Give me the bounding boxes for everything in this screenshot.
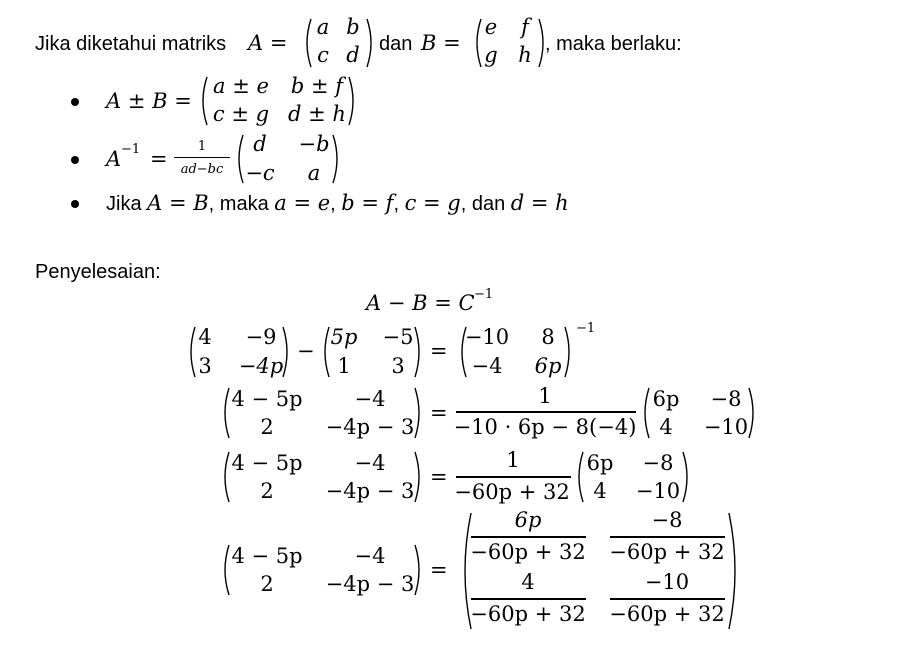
intro-prefix: Jika diketahui matriks (35, 33, 227, 55)
intro-b-cell: e (484, 15, 498, 39)
line1-m2-cell: 1 (337, 354, 351, 378)
line1-m2-right-paren (414, 326, 424, 378)
bullet2-frac-line (174, 157, 230, 158)
bullet3-math: A = B (147, 191, 209, 215)
intro-mid: dan (379, 33, 413, 55)
line2-frac-num: 1 (538, 384, 552, 408)
solution-label: Penyelesaian: (35, 261, 161, 283)
line4-m-right-paren (728, 512, 742, 630)
line2-m-cell: 4 (659, 415, 673, 439)
line3-m-cell: 4 (593, 479, 607, 503)
line3-m-cell: 6p (586, 451, 614, 475)
line3-lhs-cell: 2 (260, 479, 274, 503)
line4-lhs-cell: 2 (260, 572, 274, 596)
bullet3-text: , (330, 193, 342, 215)
intro-b-eq: B = (421, 31, 461, 55)
bullet2-right-paren (332, 134, 342, 184)
line3-frac-den: −60p + 32 (454, 480, 570, 504)
intro-a-cell: d (346, 43, 360, 67)
bullet1-lhs: A ± B = (106, 89, 192, 113)
line4-m-den: −60p + 32 (470, 540, 586, 564)
line4-m-num: 6p (514, 508, 542, 532)
line4-m-den: −60p + 32 (609, 540, 725, 564)
bullet2-cell: −c (245, 161, 275, 185)
line4-m-den: −60p + 32 (609, 602, 725, 626)
line2-lhs-cell: −4 (354, 387, 386, 411)
line2-frac-line (456, 411, 636, 413)
bullet2-lhs-base: A (106, 147, 122, 171)
line3-m-cell: −8 (642, 451, 674, 475)
line3-frac-num: 1 (506, 448, 520, 472)
bullet1-cell: c ± g (212, 102, 270, 126)
bullet2-cell: a (307, 161, 321, 185)
line1-m1-cell: 4 (198, 325, 212, 349)
bullet-dot (71, 156, 79, 164)
bullet2-lhs-exp: −1 (121, 142, 141, 157)
bullet-dot (71, 98, 79, 106)
line1-m1-cell: −4p (238, 354, 284, 378)
line2-eq: = (430, 401, 448, 425)
line4-lhs-cell: 4 − 5p (231, 544, 303, 568)
line1-m1-right-paren (282, 326, 292, 378)
solution-line0-exp: −1 (474, 287, 494, 302)
line2-lhs-cell: −4p − 3 (325, 415, 415, 439)
bullet2-frac-num: 1 (197, 139, 207, 154)
bullet2-eq: = (150, 147, 168, 171)
line1-minus: − (297, 339, 315, 363)
line4-m-frac-line (471, 598, 586, 600)
intro-suffix: , maka berlaku: (545, 33, 682, 55)
line4-lhs-cell: −4p − 3 (325, 572, 415, 596)
line3-lhs-right-paren (414, 451, 424, 503)
line1-m3-cell: −10 (464, 325, 510, 349)
line1-m3-right-paren (564, 326, 574, 378)
line1-m3-cell: 6p (534, 354, 562, 378)
bullet2-cell: −b (298, 132, 330, 156)
bullet2-frac-den: ad−bc (180, 162, 224, 177)
line2-m-cell: 6p (652, 387, 680, 411)
line3-lhs-cell: 4 − 5p (231, 451, 303, 475)
line1-m2-cell: −5 (382, 325, 414, 349)
line2-m-cell: −8 (710, 387, 742, 411)
bullet3-math: a = e (274, 191, 331, 215)
line4-lhs-right-paren (414, 544, 424, 596)
bullet3-math: b = f (341, 191, 394, 215)
line3-m-right-paren (682, 451, 692, 503)
line2-lhs-cell: 4 − 5p (231, 387, 303, 411)
line3-frac-line (456, 476, 571, 478)
line2-m-cell: −10 (703, 415, 749, 439)
line3-m-cell: −10 (635, 479, 681, 503)
line1-exp: −1 (576, 321, 596, 336)
bullet3-text: , (393, 193, 405, 215)
line3-eq: = (430, 465, 448, 489)
intro-b-cell: h (518, 43, 532, 67)
line1-m3-cell: −4 (471, 354, 503, 378)
intro-a-right-paren (366, 18, 376, 68)
line1-m1-cell: 3 (198, 354, 212, 378)
bullet1-cell: d ± h (288, 102, 346, 126)
line1-m2-cell: 3 (391, 354, 405, 378)
bullet3-text: , maka (208, 193, 275, 215)
intro-a-cell: a (316, 15, 330, 39)
bullet3-text: , dan (460, 193, 511, 215)
line2-lhs-right-paren (414, 387, 424, 439)
intro-b-cell: f (521, 15, 529, 39)
line4-m-num: 4 (521, 570, 535, 594)
line4-eq: = (430, 558, 448, 582)
bullet2-cell: d (253, 132, 267, 156)
intro-b-cell: g (484, 43, 498, 67)
line4-m-den: −60p + 32 (470, 602, 586, 626)
line2-lhs-cell: 2 (260, 415, 274, 439)
bullet3-math: c = g (404, 191, 461, 215)
solution-line0-lhs: A − B = C (366, 291, 475, 315)
bullet1-right-paren (348, 76, 358, 126)
bullet1-cell: b ± f (290, 74, 344, 98)
line4-m-frac-line (610, 536, 725, 538)
bullet3-line (106, 193, 569, 214)
line3-lhs-cell: −4p − 3 (325, 479, 415, 503)
line4-m-num: −10 (644, 570, 690, 594)
bullet-dot (71, 200, 79, 208)
line1-m1-cell: −9 (245, 325, 277, 349)
bullet3-math: d = h (510, 191, 569, 215)
line2-frac-den: −10 · 6p − 8(−4) (453, 415, 637, 439)
bullet1-cell: a ± e (213, 74, 269, 98)
line1-m3-cell: 8 (541, 325, 555, 349)
line3-lhs-cell: −4 (354, 451, 386, 475)
line2-m-right-paren (748, 387, 758, 439)
line1-eq: = (430, 339, 448, 363)
line4-m-frac-line (610, 598, 725, 600)
line4-m-frac-line (471, 536, 586, 538)
line4-m-num: −8 (651, 508, 683, 532)
intro-a-eq: A = (248, 31, 288, 55)
bullet3-text: Jika (106, 193, 148, 215)
line4-lhs-cell: −4 (354, 544, 386, 568)
intro-a-cell: b (346, 15, 360, 39)
intro-a-cell: c (317, 43, 329, 67)
line1-m2-cell: 5p (330, 325, 358, 349)
